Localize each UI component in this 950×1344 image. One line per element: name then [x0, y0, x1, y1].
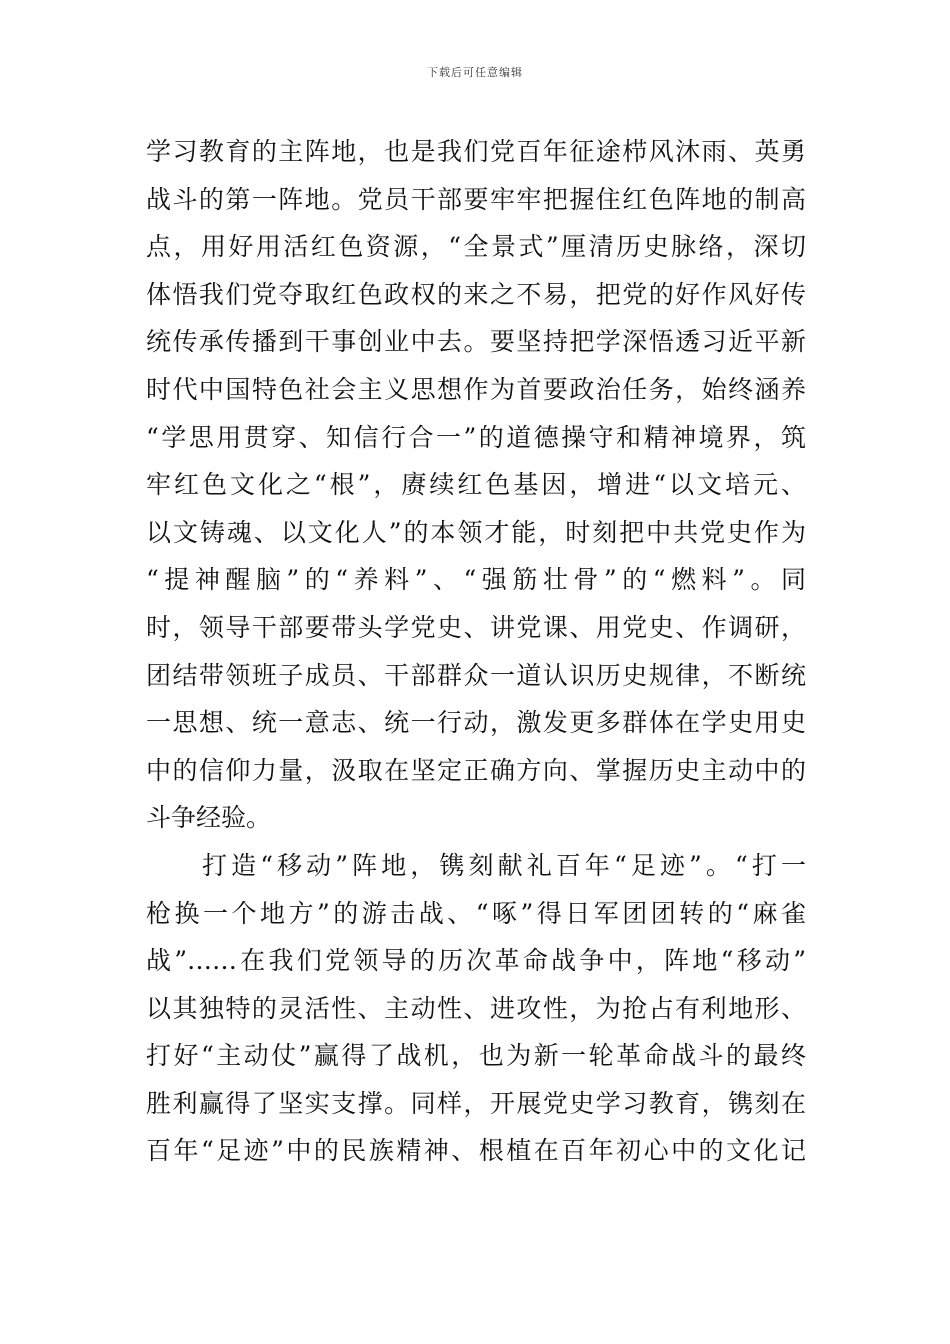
text-line: 一思想、统一意志、统一行动，激发更多群体在学史用史 [146, 708, 806, 738]
text-line: 中的信仰力量，汲取在坚定正确方向、掌握历史主动中的 [146, 755, 806, 785]
text-line: 学习教育的主阵地，也是我们党百年征途栉风沐雨、英勇 [146, 137, 806, 166]
text-line: 点，用好用活红色资源，“全景式”厘清历史脉络，深切 [146, 232, 806, 262]
text-line: 团结带领班子成员、干部群众一道认识历史规律，不断统 [146, 660, 806, 690]
text-line: 以其独特的灵活性、主动性、进攻性，为抢占有利地形、 [146, 993, 806, 1023]
text-line: 时代中国特色社会主义思想作为首要政治任务，始终涵养 [146, 374, 806, 404]
text-line: 胜利赢得了坚实支撑。同样，开展党史学习教育，镌刻在 [146, 1088, 806, 1118]
text-line: 以文铸魂、以文化人”的本领才能，时刻把中共党史作为 [146, 517, 806, 547]
text-line: 打好“主动仗”赢得了战机，也为新一轮革命战斗的最终 [146, 1041, 806, 1071]
text-line: “提神醒脑”的“养料”、“强筋壮骨”的“燃料”。同 [146, 565, 806, 595]
page-header-note: 下载后可任意编辑 [427, 66, 523, 79]
text-line: 战斗的第一阵地。党员干部要牢牢把握住红色阵地的制高 [146, 184, 806, 214]
text-line: 百年“足迹”中的民族精神、根植在百年初心中的文化记 [146, 1136, 806, 1166]
text-line: “学思用贯穿、知信行合一”的道德操守和精神境界，筑 [146, 422, 806, 452]
text-line: 战”……在我们党领导的历次革命战争中，阵地“移动” [146, 946, 806, 976]
text-line: 斗争经验。 [146, 803, 272, 833]
paragraph-first-line: 打造“移动”阵地，镌刻献礼百年“足迹”。“打一 [202, 850, 806, 880]
text-line: 统传承传播到干事创业中去。要坚持把学深悟透习近平新 [146, 327, 806, 357]
text-line: 枪换一个地方”的游击战、“啄”得日军团团转的“麻雀 [146, 898, 806, 928]
text-line: 牢红色文化之“根”，赓续红色基因，增进“以文培元、 [146, 470, 806, 500]
text-line: 时，领导干部要带头学党史、讲党课、用党史、作调研， [146, 612, 806, 642]
document-body [146, 128, 806, 1175]
text-line: 体悟我们党夺取红色政权的来之不易，把党的好作风好传 [146, 279, 806, 309]
